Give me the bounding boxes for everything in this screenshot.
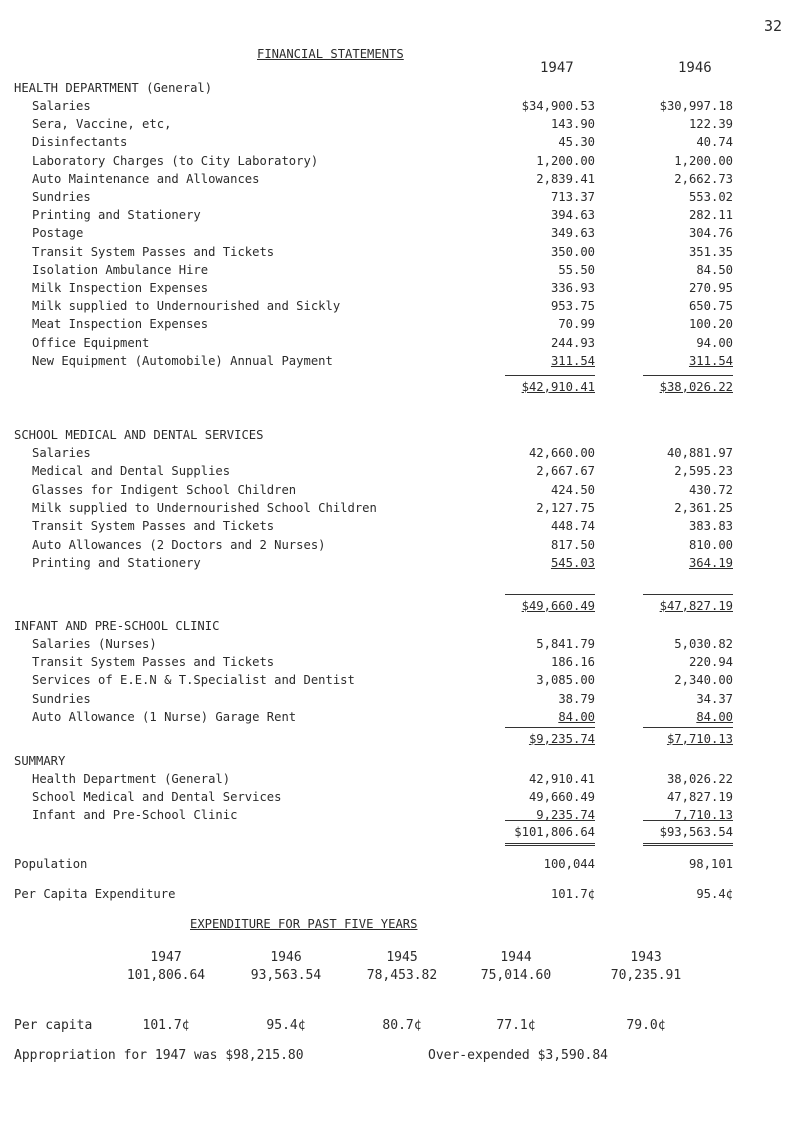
- health-row-label: Postage: [32, 226, 84, 241]
- health-row-value-1946: 351.35: [688, 244, 733, 259]
- infant-row-value-1946: 220.94: [688, 655, 733, 670]
- health-row-label: Milk Inspection Expenses: [32, 281, 209, 295]
- infant-row-value-1946: 2,340.00: [674, 673, 733, 688]
- summary-double-rule-1946: [643, 843, 733, 846]
- school-row-value-1946: 2,595.23: [674, 464, 733, 479]
- health-row-label: Isolation Ambulance Hire: [32, 262, 209, 277]
- health-row-value-1947: 2,839.41: [536, 171, 595, 186]
- school-heading: SCHOOL MEDICAL AND DENTAL SERVICES: [14, 428, 264, 442]
- five-years-year: 1944: [500, 950, 532, 965]
- infant-row-value-1946: 84.00: [696, 709, 733, 724]
- health-row-value-1947: $34,900.53: [521, 99, 595, 113]
- summary-row-value-1947: 9,235.74: [536, 808, 595, 823]
- health-heading: HEALTH DEPARTMENT (General): [14, 81, 213, 95]
- per-capita-label: Per Capita Expenditure: [14, 887, 176, 901]
- summary-row-value-1946: 7,710.13: [674, 808, 733, 823]
- infant-rule-1946: [643, 727, 733, 728]
- health-row-value-1947: 350.00: [550, 244, 595, 259]
- health-row-value-1947: 394.63: [550, 208, 595, 223]
- health-row-value-1947: 70.99: [558, 317, 595, 332]
- health-row-label: Milk supplied to Undernourished and Sickly: [32, 299, 341, 314]
- infant-row-label: Sundries: [32, 691, 91, 706]
- health-row-value-1946: 650.75: [688, 299, 733, 314]
- health-row-value-1947: 953.75: [550, 299, 595, 314]
- summary-total-1946: $93,563.54: [659, 825, 733, 839]
- infant-total-1947: $9,235.74: [528, 732, 595, 746]
- school-row-value-1946: 364.19: [688, 555, 733, 570]
- school-row-value-1946: 383.83: [688, 519, 733, 534]
- health-row-value-1947: 1,200.00: [536, 153, 595, 168]
- five-years-per-capita: 80.7¢: [382, 1018, 422, 1033]
- five-years-year: 1947: [150, 950, 182, 965]
- health-row-label: Printing and Stationery: [32, 208, 201, 223]
- summary-total-1947: $101,806.64: [514, 825, 595, 839]
- health-total-1947: $42,910.41: [521, 380, 595, 394]
- five-years-total: 78,453.82: [366, 968, 438, 983]
- health-row-value-1946: 311.54: [688, 353, 733, 368]
- school-total-1947: $49,660.49: [521, 599, 595, 613]
- health-row-value-1946: 122.39: [688, 117, 733, 132]
- school-row-value-1947: 424.50: [550, 482, 595, 497]
- population-label: Population: [14, 857, 88, 871]
- health-row-value-1946: 282.11: [688, 208, 733, 223]
- school-row-value-1946: 810.00: [688, 537, 733, 552]
- page-number: 32: [764, 17, 783, 35]
- school-row-value-1946: 430.72: [688, 482, 733, 497]
- health-row-value-1947: 336.93: [550, 281, 595, 295]
- health-row-value-1946: 1,200.00: [674, 153, 733, 168]
- school-rule-1947: [505, 594, 595, 595]
- five-years-year: 1943: [630, 950, 662, 965]
- summary-row-value-1946: 47,827.19: [666, 790, 733, 805]
- school-row-label: Transit System Passes and Tickets: [32, 519, 275, 534]
- health-row-label: Auto Maintenance and Allowances: [32, 171, 260, 186]
- five-years-total: 70,235.91: [610, 968, 682, 983]
- school-row-value-1946: 40,881.97: [666, 446, 733, 460]
- health-row-value-1947: 311.54: [550, 353, 595, 368]
- summary-row-value-1946: 38,026.22: [666, 772, 733, 786]
- five-years-year: 1945: [386, 950, 418, 965]
- infant-row-value-1947: 186.16: [550, 655, 595, 670]
- infant-row-value-1946: 34.37: [696, 691, 733, 706]
- infant-row-label: Auto Allowance (1 Nurse) Garage Rent: [32, 709, 297, 724]
- health-row-value-1946: 270.95: [688, 281, 733, 295]
- five-years-year: 1946: [270, 950, 302, 965]
- infant-row-label: Salaries (Nurses): [32, 637, 157, 651]
- infant-row-value-1947: 38.79: [558, 691, 595, 706]
- health-rule-1946: [643, 375, 733, 376]
- population-1946: 98,101: [688, 857, 733, 871]
- summary-row-value-1947: 49,660.49: [528, 790, 595, 805]
- health-row-label: New Equipment (Automobile) Annual Payment: [32, 353, 333, 368]
- five-years-per-capita: 95.4¢: [266, 1018, 306, 1033]
- summary-heading: SUMMARY: [14, 754, 66, 768]
- health-row-label: Salaries: [32, 99, 91, 113]
- summary-row-label: Infant and Pre-School Clinic: [32, 808, 238, 823]
- summary-double-rule-1947: [505, 843, 595, 846]
- school-row-value-1946: 2,361.25: [674, 500, 733, 515]
- health-row-value-1947: 143.90: [550, 117, 595, 132]
- health-total-1946: $38,026.22: [659, 380, 733, 394]
- health-row-value-1946: 304.76: [688, 226, 733, 241]
- infant-row-value-1947: 5,841.79: [536, 637, 595, 651]
- health-row-label: Office Equipment: [32, 335, 150, 350]
- health-row-label: Sundries: [32, 190, 91, 204]
- summary-rule-1946: [643, 820, 733, 821]
- school-total-1946: $47,827.19: [659, 599, 733, 613]
- infant-row-value-1947: 3,085.00: [536, 673, 595, 688]
- infant-row-value-1947: 84.00: [558, 709, 595, 724]
- five-years-total: 101,806.64: [126, 968, 206, 983]
- five-years-heading: EXPENDITURE FOR PAST FIVE YEARS: [190, 917, 418, 931]
- infant-total-1946: $7,710.13: [666, 732, 733, 746]
- health-row-value-1946: 2,662.73: [674, 171, 733, 186]
- five-years-per-capita: 79.0¢: [626, 1018, 666, 1033]
- page-title: FINANCIAL STATEMENTS: [257, 47, 404, 61]
- health-row-value-1947: 244.93: [550, 335, 595, 350]
- school-row-label: Glasses for Indigent School Children: [32, 482, 297, 497]
- school-row-value-1947: 817.50: [550, 537, 595, 552]
- health-row-value-1947: 349.63: [550, 226, 595, 241]
- health-row-label: Transit System Passes and Tickets: [32, 244, 275, 259]
- health-rule-1947: [505, 375, 595, 376]
- health-row-value-1946: 94.00: [696, 335, 733, 350]
- col-header-1947: 1947: [540, 60, 574, 76]
- school-row-label: Auto Allowances (2 Doctors and 2 Nurses): [32, 537, 326, 552]
- school-row-value-1947: 2,667.67: [536, 464, 595, 479]
- school-row-value-1947: 42,660.00: [528, 446, 595, 460]
- school-rule-1946: [643, 594, 733, 595]
- health-row-value-1946: 84.50: [696, 262, 733, 277]
- infant-heading: INFANT AND PRE-SCHOOL CLINIC: [14, 619, 220, 633]
- health-row-label: Sera, Vaccine, etc,: [32, 117, 172, 132]
- infant-row-label: Services of E.E.N & T.Specialist and Dentist: [32, 673, 355, 688]
- school-row-value-1947: 2,127.75: [536, 500, 595, 515]
- appropriation-text: Appropriation for 1947 was $98,215.80: [14, 1048, 304, 1063]
- five-years-per-capita: 101.7¢: [142, 1018, 190, 1033]
- school-row-value-1947: 448.74: [550, 519, 595, 534]
- summary-row-value-1947: 42,910.41: [528, 772, 595, 786]
- per-capita-1947: 101.7¢: [550, 887, 595, 901]
- health-row-value-1946: 40.74: [696, 135, 733, 150]
- five-years-total: 93,563.54: [250, 968, 322, 983]
- health-row-value-1947: 713.37: [550, 190, 595, 204]
- summary-row-label: School Medical and Dental Services: [32, 790, 282, 805]
- health-row-label: Laboratory Charges (to City Laboratory): [32, 153, 319, 168]
- col-header-1946: 1946: [678, 60, 712, 76]
- health-row-value-1946: 100.20: [688, 317, 733, 332]
- summary-rule-1947: [505, 820, 595, 821]
- school-row-label: Medical and Dental Supplies: [32, 464, 231, 479]
- infant-rule-1947: [505, 727, 595, 728]
- school-row-label: Milk supplied to Undernourished School Children: [32, 500, 377, 515]
- health-row-label: Meat Inspection Expenses: [32, 317, 209, 332]
- health-row-value-1947: 45.30: [558, 135, 595, 150]
- health-row-label: Disinfectants: [32, 135, 128, 150]
- health-row-value-1947: 55.50: [558, 262, 595, 277]
- infant-row-label: Transit System Passes and Tickets: [32, 655, 275, 670]
- five-years-per-capita: 77.1¢: [496, 1018, 536, 1033]
- population-1947: 100,044: [543, 857, 595, 871]
- health-row-value-1946: $30,997.18: [659, 99, 733, 113]
- five-years-total: 75,014.60: [480, 968, 552, 983]
- school-row-label: Salaries: [32, 446, 91, 460]
- school-row-value-1947: 545.03: [550, 555, 595, 570]
- per-capita-1946: 95.4¢: [696, 887, 733, 901]
- infant-row-value-1946: 5,030.82: [674, 637, 733, 651]
- school-row-label: Printing and Stationery: [32, 555, 201, 570]
- summary-row-label: Health Department (General): [32, 772, 231, 786]
- five-years-per-capita-label: Per capita: [14, 1018, 93, 1033]
- health-row-value-1946: 553.02: [688, 190, 733, 204]
- overexpended-text: Over-expended $3,590.84: [428, 1048, 609, 1063]
